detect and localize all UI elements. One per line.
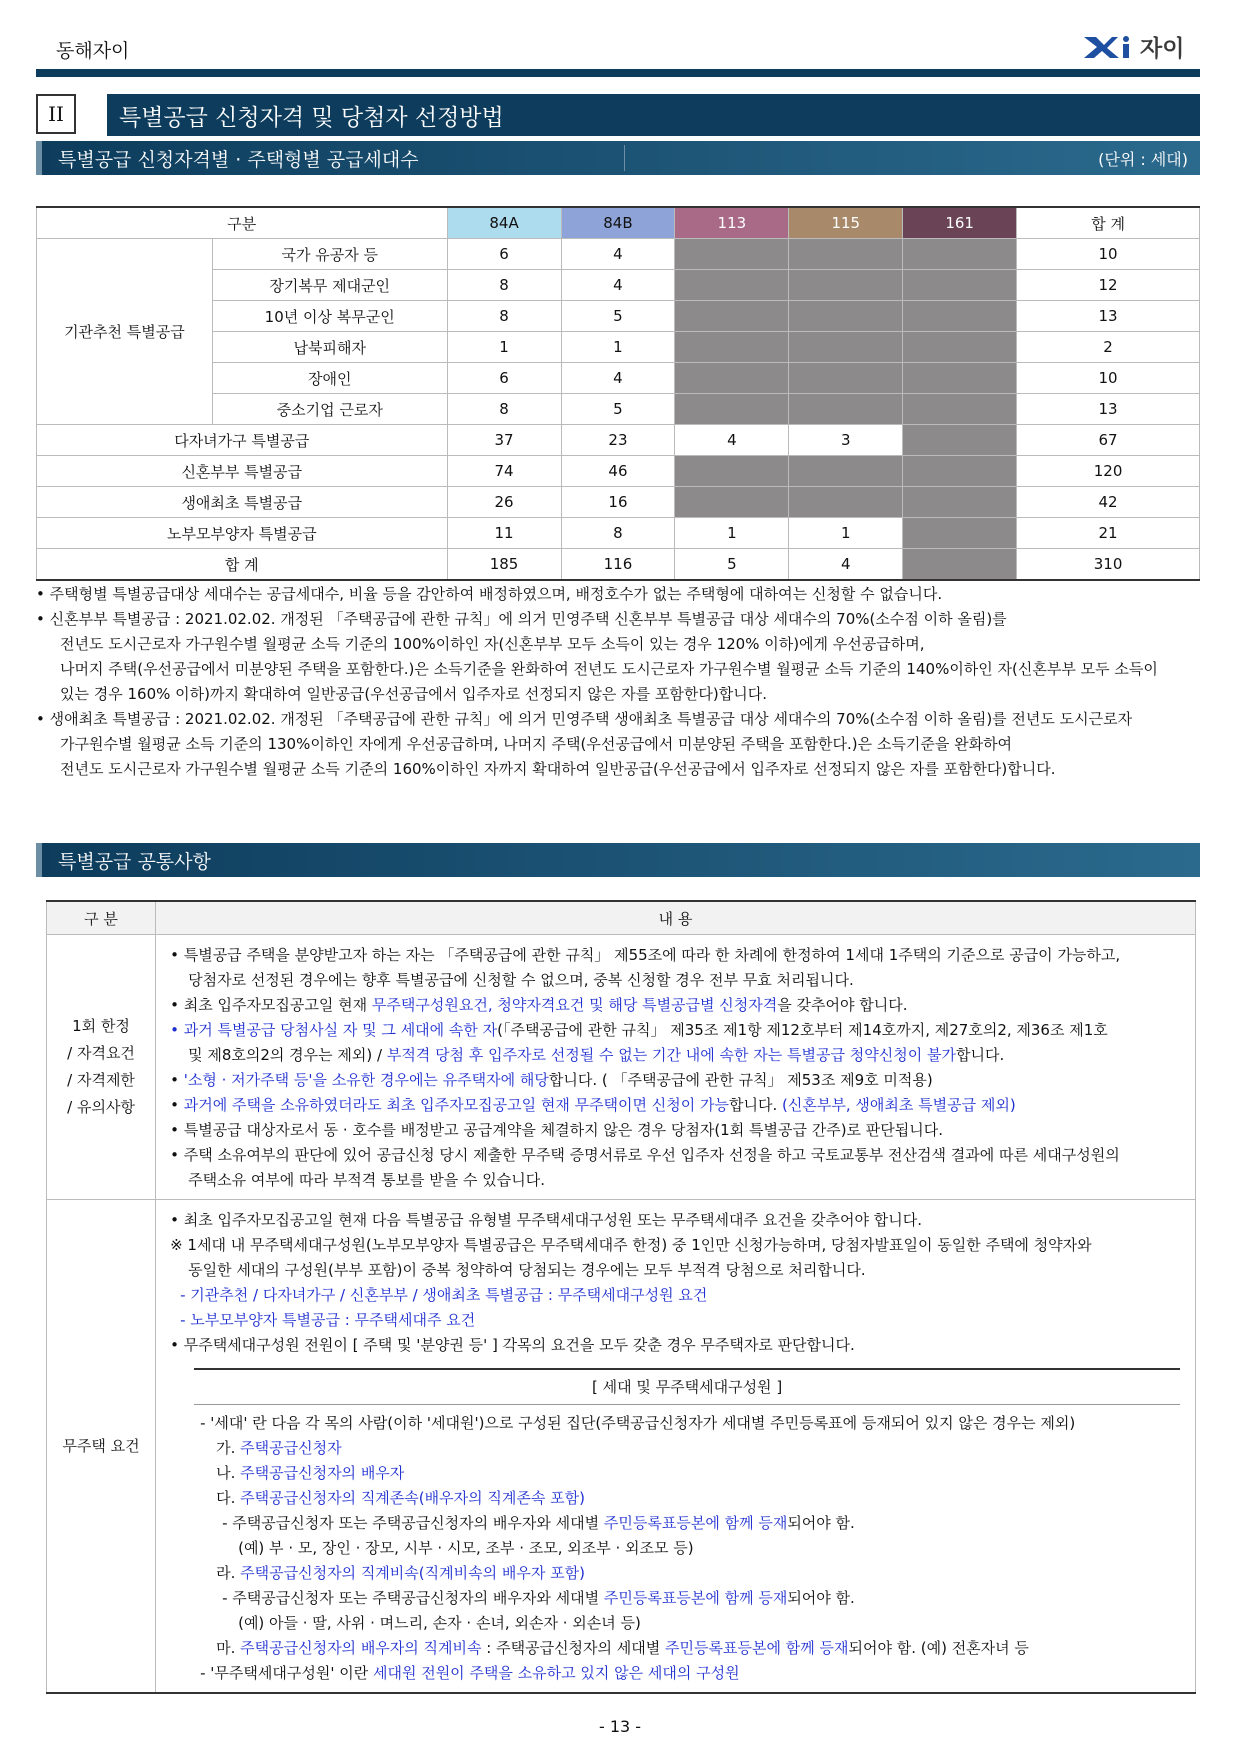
total-label: 합 계: [37, 549, 448, 581]
cell-113: 1: [675, 518, 789, 549]
highlight: (신혼부부, 생애최초 특별공급 제외): [782, 1096, 1016, 1114]
highlight: 주택공급신청자의 직계존속(배우자의 직계존속 포함): [240, 1489, 585, 1507]
supply-notes: [36, 582, 1200, 782]
cell-total: 13: [1017, 394, 1200, 425]
table-row: [37, 425, 1200, 456]
total-row: [37, 549, 1200, 581]
site-name: 동해자이: [56, 40, 130, 62]
cell-na: [789, 487, 903, 518]
highlight: 주택공급신청자의 직계비속(직계비속의 배우자 포함): [240, 1564, 585, 1582]
label-line: / 자격제한: [67, 1071, 135, 1089]
text: - 주택공급신청자 또는 주택공급신청자의 배우자와 세대별: [222, 1514, 604, 1532]
no-house-content: [156, 1200, 1196, 1694]
head-content: 내 용: [156, 901, 1196, 935]
cell-total: 21: [1017, 518, 1200, 549]
cell-84b: 5: [561, 301, 675, 332]
cell-na: [675, 332, 789, 363]
text: •: [170, 1096, 184, 1114]
supply-table: [36, 206, 1200, 581]
note-line: 나머지 주택(우선공급에서 미분양된 주택을 포함한다.)은 소득기준을 완화하여 전년도 도시근로자 가구원수별 월평균 소득 기준의 140%이하인 자(신혼부부 모두 소득이: [60, 660, 1158, 678]
cell-na: [675, 487, 789, 518]
cell-84a: 1: [447, 332, 561, 363]
content-line: - '세대' 란 다음 각 목의 사람(이하 '세대원')으로 구성된 집단(주택공급신청자가 세대별 주민등록표에 등재되어 있지 않은 경우는 제외): [200, 1414, 1076, 1432]
cell-84a: 11: [447, 518, 561, 549]
text: 을 갖추어야 합니다.: [777, 996, 908, 1014]
cell-total: 13: [1017, 301, 1200, 332]
unit-label: (단위 : 세대): [1098, 149, 1188, 169]
header-total: 합 계: [1017, 207, 1200, 239]
cell-na: [903, 518, 1017, 549]
cell-na: [903, 549, 1017, 581]
table-header-row: [37, 207, 1200, 239]
cell-na: [789, 270, 903, 301]
cell-84a: 8: [447, 270, 561, 301]
row-label: 장기복무 제대군인: [212, 270, 447, 301]
header-113: 113: [675, 207, 789, 239]
row-label-qualification: [47, 935, 156, 1200]
table-row: [47, 935, 1196, 1200]
cell-na: [903, 394, 1017, 425]
cell-na: [675, 363, 789, 394]
cell-na: [675, 270, 789, 301]
head-category: 구 분: [47, 901, 156, 935]
cell-total: 12: [1017, 270, 1200, 301]
content-line: [170, 1068, 1185, 1093]
cell-na: [675, 394, 789, 425]
cell-na: [789, 363, 903, 394]
row-label: 생애최초 특별공급: [37, 487, 448, 518]
cell-na: [903, 456, 1017, 487]
bar-accent: [36, 843, 42, 877]
content-line: [170, 1636, 1185, 1661]
content-line: [170, 1486, 1185, 1511]
content-line: [170, 1661, 1185, 1686]
cell-na: [903, 239, 1017, 270]
content-line: • 무주택세대구성원 전원이 [ 주택 및 '분양권 등' ] 각목의 요건을 모두 갖춘 경우 무주택자로 판단합니다.: [170, 1336, 855, 1354]
xi-logo-icon: [1082, 34, 1134, 60]
highlight: 주택공급신청자의 배우자의 직계비속: [240, 1639, 482, 1657]
highlight: 주택공급신청자: [240, 1439, 342, 1457]
content-line: - 기관추천 / 다자녀가구 / 신혼부부 / 생애최초 특별공급 : 무주택세대구성원 요건: [180, 1286, 708, 1304]
highlight: 주민등록표등본에 함께 등재: [665, 1639, 849, 1657]
cell-na: [789, 394, 903, 425]
content-line: (예) 부 · 모, 장인 · 장모, 시부 · 시모, 조부 · 조모, 외조부 · 외조모 등): [238, 1539, 694, 1557]
cell-84b: 4: [561, 239, 675, 270]
row-label: 납북피해자: [212, 332, 447, 363]
note-line: 전년도 도시근로자 가구원수별 월평균 소득 기준의 100%이하인 자(신혼부부 모두 소득이 있는 경우 120% 이하)에게 우선공급하며,: [60, 635, 925, 653]
cell-84b: 116: [561, 549, 675, 581]
row-label: 노부모부양자 특별공급: [37, 518, 448, 549]
section-title: 특별공급 신청자격 및 당첨자 선정방법: [107, 94, 1200, 136]
cell-na: [903, 270, 1017, 301]
text: - 주택공급신청자 또는 주택공급신청자의 배우자와 세대별: [222, 1589, 604, 1607]
group-label: 기관추천 특별공급: [37, 239, 213, 425]
cell-84a: 185: [447, 549, 561, 581]
highlight: '소형 · 저가주택 등'을 소유한 경우에는 유주택자에 해당: [183, 1071, 549, 1089]
cell-113: 4: [675, 425, 789, 456]
table-row: [37, 456, 1200, 487]
cell-na: [789, 239, 903, 270]
label-line: / 유의사항: [67, 1098, 135, 1116]
bar-accent: [36, 141, 42, 175]
cell-84a: 26: [447, 487, 561, 518]
cell-84b: 23: [561, 425, 675, 456]
row-label: 국가 유공자 등: [212, 239, 447, 270]
cell-total: 10: [1017, 363, 1200, 394]
common-header-row: [47, 901, 1196, 935]
cell-na: [675, 239, 789, 270]
common-table: [46, 900, 1196, 1694]
text: : 주택공급신청자의 세대별: [481, 1639, 666, 1657]
cell-115: 4: [789, 549, 903, 581]
cell-84b: 4: [561, 270, 675, 301]
table-row: [47, 1200, 1196, 1694]
cell-84b: 46: [561, 456, 675, 487]
cell-na: [903, 487, 1017, 518]
text: 및 제8호의2의 경우는 제외) /: [188, 1046, 387, 1064]
cell-total: 2: [1017, 332, 1200, 363]
row-label: 신혼부부 특별공급: [37, 456, 448, 487]
text: 합니다.: [955, 1046, 1005, 1064]
content-line: [170, 1586, 1185, 1611]
section-number: II: [36, 94, 76, 134]
text: 가.: [216, 1439, 241, 1457]
header-category: 구분: [37, 207, 448, 239]
content-line: 당첨자로 선정된 경우에는 향후 특별공급에 신청할 수 없으며, 중복 신청할 경우 전부 무효 처리됩니다.: [188, 971, 854, 989]
row-label-no-house: 무주택 요건: [47, 1200, 156, 1694]
cell-na: [789, 456, 903, 487]
content-line: [170, 1461, 1185, 1486]
supply-table-title: 특별공급 신청자격별 · 주택형별 공급세대수: [58, 148, 419, 171]
cell-total: 42: [1017, 487, 1200, 518]
note-line: 가구원수별 월평균 소득 기준의 130%이하인 자에게 우선공급하며, 나머지 주택(우선공급에서 미분양된 주택을 포함한다.)은 소득기준을 완화하여: [60, 735, 1013, 753]
content-line: • 주택 소유여부의 판단에 있어 공급신청 당시 제출한 무주택 증명서류로 우선 입주자 선정을 하고 국토교통부 전산검색 결과에 따른 세대구성원의: [170, 1146, 1120, 1164]
cell-total: 67: [1017, 425, 1200, 456]
cell-84a: 74: [447, 456, 561, 487]
text: 라.: [216, 1564, 241, 1582]
text: 되어야 함.: [787, 1514, 855, 1532]
cell-na: [903, 425, 1017, 456]
table-row: [37, 487, 1200, 518]
cell-na: [903, 363, 1017, 394]
row-label: 중소기업 근로자: [212, 394, 447, 425]
highlight: 과거에 주택을 소유하였더라도 최초 입주자모집공고일 현재 무주택이면 신청이 가능: [183, 1096, 730, 1114]
cell-84a: 6: [447, 363, 561, 394]
cell-115: 1: [789, 518, 903, 549]
header-161: 161: [903, 207, 1017, 239]
text: 합니다. ( 「주택공급에 관한 규칙」 제53조 제9호 미적용): [548, 1071, 933, 1089]
text: (「주택공급에 관한 규칙」 제35조 제1항 제12호부터 제14호까지, 제27호의2, 제36조 제1호: [497, 1021, 1108, 1039]
content-line: 동일한 세대의 구성원(부부 포함)이 중복 청약하여 당첨되는 경우에는 모두 부적격 당첨으로 처리합니다.: [188, 1261, 866, 1279]
note-line: 전년도 도시근로자 가구원수별 월평균 소득 기준의 160%이하인 자까지 확대하여 일반공급(우선공급에서 입주자로 선정되지 않은 자를 포함한다)합니다.: [60, 760, 1056, 778]
text: •: [170, 1071, 184, 1089]
label-line: 1회 한정: [72, 1017, 130, 1035]
content-line: [170, 1093, 1185, 1118]
text: 되어야 함.: [787, 1589, 855, 1607]
cell-na: [675, 301, 789, 332]
cell-84b: 5: [561, 394, 675, 425]
content-line: [170, 1561, 1185, 1586]
content-line: [170, 1436, 1185, 1461]
highlight: 주택공급신청자의 배우자: [240, 1464, 405, 1482]
highlight: 부적격 당첨 후 입주자로 선정될 수 없는 기간 내에 속한 자는 특별공급 청약신청이 불가: [386, 1046, 956, 1064]
note-line: • 주택형별 특별공급대상 세대수는 공급세대수, 비율 등을 감안하여 배정하였으며, 배정호수가 없는 주택형에 대하여는 신청할 수 없습니다.: [36, 585, 943, 603]
content-line: [170, 993, 1185, 1018]
bar-divider: [624, 145, 625, 171]
cell-na: [675, 456, 789, 487]
note-line: 있는 경우 160% 이하)까지 확대하여 일반공급(우선공급에서 입주자로 선정되지 않은 자를 포함한다)합니다.: [60, 685, 767, 703]
cell-84b: 4: [561, 363, 675, 394]
cell-84a: 8: [447, 301, 561, 332]
supply-table-bar: [36, 141, 1200, 175]
text: 나.: [216, 1464, 241, 1482]
cell-84b: 16: [561, 487, 675, 518]
content-line: 주택소유 여부에 따라 부적격 통보를 받을 수 있습니다.: [188, 1171, 546, 1189]
cell-na: [903, 332, 1017, 363]
cell-84a: 37: [447, 425, 561, 456]
text: - '무주택세대구성원' 이란: [200, 1664, 373, 1682]
content-line: • 최초 입주자모집공고일 현재 다음 특별공급 유형별 무주택세대구성원 또는 무주택세대주 요건을 갖추어야 합니다.: [170, 1211, 922, 1229]
header-115: 115: [789, 207, 903, 239]
text: • 최초 입주자모집공고일 현재: [170, 996, 372, 1014]
row-label: 다자녀가구 특별공급: [37, 425, 448, 456]
cell-na: [789, 301, 903, 332]
row-label: 장애인: [212, 363, 447, 394]
row-label: 10년 이상 복무군인: [212, 301, 447, 332]
highlight: 세대원 전원이 주택을 소유하고 있지 않은 세대의 구성원: [372, 1664, 740, 1682]
header-rule: [36, 69, 1200, 77]
label-line: / 자격요건: [67, 1044, 135, 1062]
table-row: [37, 518, 1200, 549]
highlight: • 과거 특별공급 당첨사실 자 및 그 세대에 속한 자: [170, 1021, 498, 1039]
content-line: • 특별공급 주택을 분양받고자 하는 자는 「주택공급에 관한 규칙」 제55조에 따라 한 차례에 한정하여 1세대 1주택의 기준으로 공급이 가능하고,: [170, 946, 1121, 964]
cell-84b: 1: [561, 332, 675, 363]
qualification-content: [156, 935, 1196, 1200]
common-title: 특별공급 공통사항: [58, 850, 211, 873]
cell-84a: 8: [447, 394, 561, 425]
header-84a: 84A: [447, 207, 561, 239]
page-number: - 13 -: [598, 1717, 642, 1736]
text: 다.: [216, 1489, 241, 1507]
content-line: [170, 1511, 1185, 1536]
content-line: [170, 1043, 1185, 1068]
household-box-title: [ 세대 및 무주택세대구성원 ]: [194, 1368, 1180, 1405]
content-line: - 노부모부양자 특별공급 : 무주택세대주 요건: [180, 1311, 476, 1329]
note-line: • 생애최초 특별공급 : 2021.02.02. 개정된 「주택공급에 관한 규칙」에 의거 민영주택 생애최초 특별공급 대상 세대수의 70%(소수점 이하 올림)를 전년도 도시근로자: [36, 710, 1133, 728]
common-bar: [36, 843, 1200, 877]
cell-115: 3: [789, 425, 903, 456]
content-line: • 특별공급 대상자로서 동 · 호수를 배정받고 공급계약을 체결하지 않은 경우 당첨자(1회 특별공급 간주)로 판단됩니다.: [170, 1121, 944, 1139]
text: 되어야 함. (예) 전혼자녀 등: [848, 1639, 1029, 1657]
cell-total: 10: [1017, 239, 1200, 270]
highlight: 무주택구성원요건, 청약자격요건 및 해당 특별공급별 신청자격: [371, 996, 778, 1014]
text: 마.: [216, 1639, 241, 1657]
cell-84a: 6: [447, 239, 561, 270]
highlight: 주민등록표등본에 함께 등재: [603, 1514, 788, 1532]
cell-total: 310: [1017, 549, 1200, 581]
content-line: (예) 아들 · 딸, 사위 · 며느리, 손자 · 손녀, 외손자 · 외손녀 등): [238, 1614, 641, 1632]
highlight: 주민등록표등본에 함께 등재: [603, 1589, 788, 1607]
logo-text: 자이: [1140, 36, 1185, 62]
note-line: • 신혼부부 특별공급 : 2021.02.02. 개정된 「주택공급에 관한 규칙」에 의거 민영주택 신혼부부 특별공급 대상 세대수의 70%(소수점 이하 올림)를: [36, 610, 1007, 628]
text: 합니다.: [729, 1096, 783, 1114]
table-row: [37, 239, 1200, 270]
cell-84b: 8: [561, 518, 675, 549]
cell-na: [903, 301, 1017, 332]
cell-113: 5: [675, 549, 789, 581]
header-84b: 84B: [561, 207, 675, 239]
cell-total: 120: [1017, 456, 1200, 487]
cell-na: [789, 332, 903, 363]
content-line: ※ 1세대 내 무주택세대구성원(노부모부양자 특별공급은 무주택세대주 한정) 중 1인만 신청가능하며, 당첨자발표일이 동일한 주택에 청약자와: [170, 1236, 1092, 1254]
content-line: [170, 1018, 1185, 1043]
brand-logo: [1082, 30, 1184, 63]
